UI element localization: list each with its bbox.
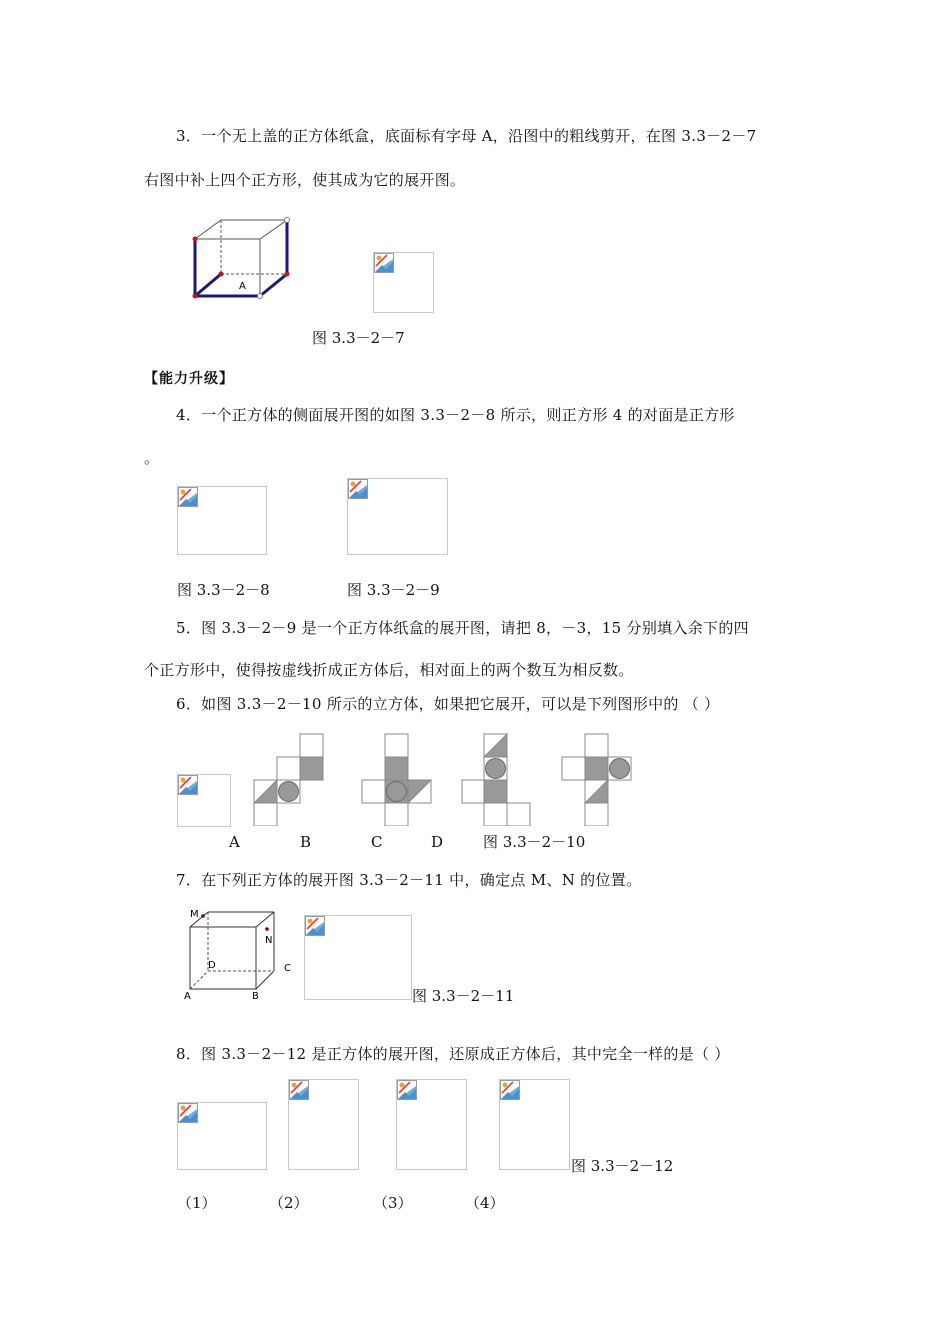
fig-3-3-2-12-part2-placeholder: [288, 1079, 359, 1170]
q7-label-a: A: [184, 991, 191, 1002]
q6-caption: 图 3.3－2－10: [483, 833, 586, 851]
q3-image-placeholder: [373, 252, 434, 313]
broken-image-icon: [305, 916, 325, 936]
q8-option-3-label: （3）: [373, 1194, 413, 1212]
fig-3-3-2-11-placeholder: [304, 915, 412, 1000]
q5-text-line2: 个正方形中，使得按虚线折成正方体后，相对面上的两个数互为相反数。: [144, 661, 634, 679]
broken-image-icon: [374, 253, 394, 273]
q7-label-c: C: [284, 963, 291, 974]
broken-image-icon: [178, 487, 198, 507]
q4-text-line2: 。: [144, 449, 160, 467]
q7-label-m: M: [190, 909, 199, 920]
broken-image-icon: [178, 1103, 198, 1123]
broken-image-icon: [178, 775, 198, 795]
q7-cube-figure: [180, 905, 295, 1002]
q8-option-1-label: （1）: [177, 1194, 217, 1212]
q3-cube-label: A: [239, 281, 246, 292]
broken-image-icon: [500, 1080, 520, 1100]
q6-option-a-net: [252, 732, 327, 826]
broken-image-icon: [289, 1080, 309, 1100]
q4-caption-a: 图 3.3－2－8: [177, 581, 270, 599]
q6-option-c-net: [461, 732, 533, 826]
q3-text-line2: 右图中补上四个正方形，使其成为它的展开图。: [144, 171, 466, 189]
q7-text-line1: 7．在下列正方体的展开图 3.3－2－11 中，确定点 M、N 的位置。: [176, 871, 642, 889]
q6-option-c-label: C: [371, 833, 383, 851]
q6-option-d-label: D: [431, 833, 444, 851]
q3-text-line1: 3．一个无上盖的正方体纸盒，底面标有字母 A，沿图中的粗线剪开，在图 3.3－2－7: [176, 127, 757, 145]
q6-option-b-label: B: [300, 833, 312, 851]
q6-text-line1: 6．如图 3.3－2－10 所示的立方体，如果把它展开，可以是下列图形中的 （ ）: [176, 695, 720, 713]
q3-caption: 图 3.3－2－7: [312, 329, 405, 347]
q8-option-2-label: （2）: [269, 1194, 309, 1212]
q6-option-b-net: [361, 732, 433, 826]
fig-3-3-2-12-part3-placeholder: [396, 1079, 467, 1170]
q7-label-b: B: [252, 991, 259, 1002]
fig-3-3-2-9-placeholder: [347, 478, 448, 555]
fig-3-3-2-12-part1-placeholder: [177, 1102, 267, 1170]
q8-text-line1: 8．图 3.3－2－12 是正方体的展开图，还原成正方体后，其中完全一样的是（ ）: [176, 1045, 730, 1063]
fig-3-3-2-10-placeholder: [177, 774, 231, 827]
q6-option-d-net: [561, 732, 633, 826]
q7-label-d: D: [208, 960, 216, 971]
broken-image-icon: [348, 479, 368, 499]
q8-caption: 图 3.3－2－12: [571, 1157, 674, 1175]
broken-image-icon: [397, 1080, 417, 1100]
section-header: 【能力升级】: [144, 371, 234, 387]
q3-open-cube-figure: [185, 212, 305, 304]
q8-option-4-label: （4）: [465, 1194, 505, 1212]
q6-option-a-label: A: [229, 833, 240, 851]
q4-text-line1: 4．一个正方体的侧面展开图的如图 3.3－2－8 所示，则正方形 4 的对面是正方形: [176, 406, 735, 424]
fig-3-3-2-8-placeholder: [177, 486, 267, 555]
fig-3-3-2-12-part4-placeholder: [499, 1079, 570, 1170]
q4-caption-b: 图 3.3－2－9: [347, 581, 440, 599]
q7-label-n: N: [265, 935, 273, 946]
q5-text-line1: 5．图 3.3－2－9 是一个正方体纸盒的展开图，请把 8，－3，15 分别填入余下的四: [176, 619, 749, 637]
q7-caption: 图 3.3－2－11: [412, 987, 515, 1005]
